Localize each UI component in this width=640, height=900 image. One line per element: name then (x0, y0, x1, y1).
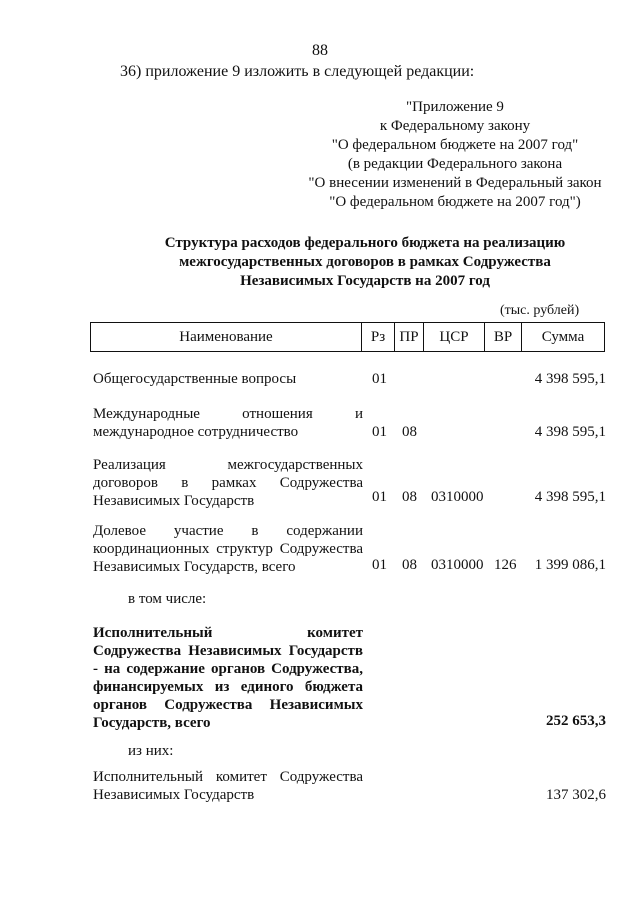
page-number: 88 (312, 42, 328, 59)
row-sum: 1 399 086,1 (534, 557, 606, 573)
row-name: Общегосударственные вопросы (93, 371, 297, 387)
row-rz: 01 (372, 371, 387, 387)
row-sum: 4 398 595,1 (534, 489, 606, 505)
appendix-line: (в редакции Федерального закона (347, 156, 563, 172)
appendix-header (300, 98, 610, 212)
title-line: Независимых Государств на 2007 год (240, 273, 490, 289)
row-rz: 01 (372, 424, 387, 440)
appendix-line: к Федеральному закону (379, 118, 531, 134)
row-sum: 137 302,6 (546, 787, 606, 803)
row-pr: 08 (402, 557, 417, 573)
row-name: Долевое участие в содержании координационных структур Содружества Независимых Государств, всего (93, 523, 363, 575)
row-pr: 08 (402, 489, 417, 505)
row-sum: 4 398 595,1 (534, 424, 606, 440)
amendment-intro: 36) приложение 9 изложить в следующей редакции: (120, 63, 475, 80)
header-pr: ПР (395, 323, 424, 352)
row-csr: 0310000 (431, 557, 484, 573)
appendix-line: "О внесении изменений в Федеральный закон (308, 175, 602, 191)
row-name: Реализация межгосударственных договоров в рамках Содружества Независимых Государств (93, 457, 363, 509)
header-name: Наименование (91, 323, 362, 352)
header-rz: Рз (362, 323, 395, 352)
title-line: межгосударственных договоров в рамках Содружества (179, 254, 551, 270)
title-line: Структура расходов федерального бюджета на реализацию (164, 235, 566, 251)
row-rz: 01 (372, 557, 387, 573)
note-of-them: из них: (128, 743, 174, 759)
appendix-line: "Приложение 9 (406, 99, 504, 115)
row-name: Международные отношения и международное сотрудничество (93, 406, 363, 440)
appendix-line: "О федеральном бюджете на 2007 год") (329, 194, 581, 210)
header-sum: Сумма (522, 323, 605, 352)
header-csr: ЦСР (424, 323, 485, 352)
appendix-line: "О федеральном бюджете на 2007 год" (331, 137, 579, 153)
row-name: Исполнительный комитет Содружества Независимых Государств - на содержание органов Содружества, финансируемых из единого бюджета органов Содружества Независимых Государств, всего (93, 625, 363, 731)
row-sum: 252 653,3 (546, 713, 606, 729)
units-label: (тыс. рублей) (500, 303, 580, 318)
document-title (100, 234, 630, 291)
row-sum: 4 398 595,1 (534, 371, 606, 387)
note-in-that-number: в том числе: (128, 591, 207, 607)
table-header (90, 322, 605, 352)
row-csr: 0310000 (431, 489, 484, 505)
row-pr: 08 (402, 424, 417, 440)
header-vr: ВР (485, 323, 522, 352)
row-rz: 01 (372, 489, 387, 505)
row-vr: 126 (494, 557, 517, 573)
row-name: Исполнительный комитет Содружества Независимых Государств (93, 769, 363, 803)
